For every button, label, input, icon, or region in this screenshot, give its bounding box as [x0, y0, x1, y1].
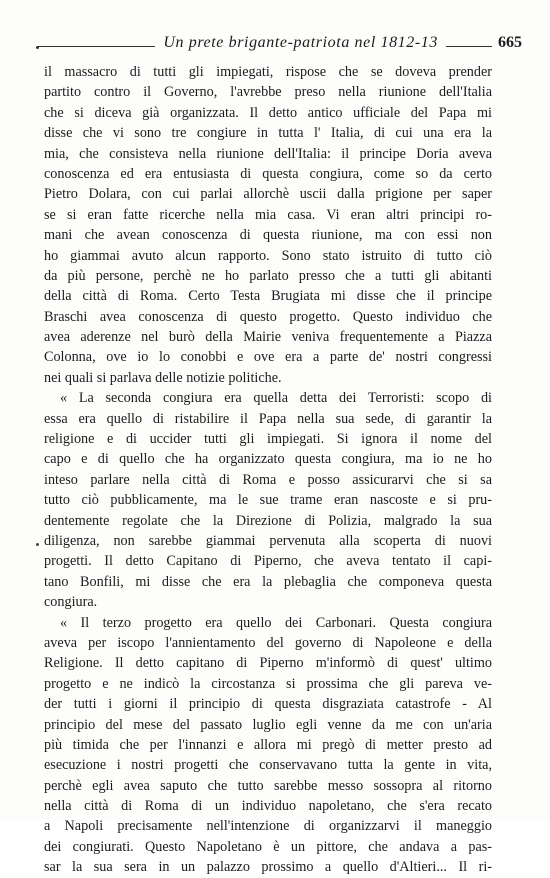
text-line: nei quali si parlava delle notizie politiche. [44, 369, 282, 386]
text-line: avea aderenze nel burò della Mairie veniva frequentemente a Piazza [44, 329, 492, 346]
text-line: capo e di quello che ha organizzato questa congiura, ma io ne ho [44, 451, 492, 468]
text-line: « La seconda congiura era quella detta dei Terroristi: scopo di [60, 390, 492, 407]
text-line: principio del mese del passato luglio egli venne da me con un'aria [44, 716, 492, 733]
text-line: perchè egli avea saputo che tutto sarebbe messo sossopra al ritorno [44, 777, 492, 794]
text-line: se si eran fatte ricerche nella mia casa. Vi eran altri principi ro- [44, 206, 492, 223]
text-line: « Il terzo progetto era quello dei Carbonari. Questa congiura [60, 614, 492, 631]
text-line: inteso parlare nella città di Roma e posso assicurarvi che si sa [44, 471, 492, 488]
text-line: esecuzione i nostri progetti che conservavano tutta la gente in vita, [44, 757, 492, 774]
text-line: tano Bonfili, mi disse che era la plebaglia che componeva questa [44, 573, 492, 590]
text-line: congiura. [44, 594, 98, 611]
header-rule-left [38, 46, 155, 47]
text-line: progetto e ne indicò la circostanza si prossima che gli pareva ve- [44, 675, 492, 692]
text-line: dentemente regolate che la Direzione di Polizia, malgrado la sua [44, 512, 492, 529]
text-line: der tutti i giorni il principio di questa disgraziata catastrofe - Al [44, 696, 492, 713]
text-line: essa era quello di ristabilire il Papa nella sua sede, di garantir la [44, 410, 492, 427]
text-line: Colonna, ove io lo conobbi e ove era a parte de' nostri congressi [44, 349, 492, 366]
text-line: il massacro di tutti gli impiegati, rispose che se doveva prender [44, 64, 492, 80]
text-line: sar la sua sera in un palazzo prossimo a quello d'Altieri... Il ri- [44, 859, 492, 876]
text-line: partito contro il Governo, l'avrebbe preso nella riunione dell'Italia [44, 84, 492, 101]
text-line: progetti. Il detto Capitano di Piperno, che aveva tentato il capi- [44, 553, 492, 570]
header-rule-right [446, 46, 492, 47]
text-line: ho giammai avuto alcun rapporto. Sono stato istruito di tutto ciò [44, 247, 492, 264]
text-line: a Napoli precisamente nell'intenzione di organizzarvi il maneggio [44, 818, 492, 835]
text-line: Braschi avea conoscenza di questo progetto. Questo individuo che [44, 308, 492, 325]
text-line: religione e di uccider tutti gli impiegati. Si ignora il nome del [44, 431, 492, 448]
text-line: diligenza, non sarebbe giammai pervenuta alla scoperta di nuovi [44, 532, 492, 549]
page-number: 665 [498, 34, 522, 51]
text-line: della città di Roma. Certo Testa Brugiata mi disse che il principe [44, 288, 492, 305]
margin-mark [36, 543, 39, 546]
text-line: nella città di Roma di un individuo napoletano, che s'era recato [44, 798, 492, 815]
text-line: mani che avean conoscenza di questa riunione, ma con essi non [44, 227, 492, 244]
text-line: Pietro Dolara, con cui parlai allorchè uscii dalla prigione per saper [44, 186, 492, 203]
text-line: mia, che consisteva nella riunione dell'Italia: il principe Doria aveva [44, 145, 492, 162]
running-head [38, 30, 522, 52]
text-line: da più persone, perchè ne ho parlato presso che a tutti gli abitanti [44, 267, 492, 284]
text-line: più timida che per l'innanzi e allora mi pregò di metter presto ad [44, 736, 492, 753]
text-line: disse che vi sono tre congiure in tutta l' Italia, di cui una era la [44, 125, 492, 142]
text-line: Religione. Il detto capitano di Piperno m'informò di quest' ultimo [44, 655, 492, 672]
text-line: tutto ciò pubblicamente, ma le sue trame eran nascoste e si pru- [44, 492, 492, 509]
text-line: che si diceva già organizzata. Il detto antico ufficiale del Papa mi [44, 104, 492, 121]
body-text [44, 62, 492, 878]
running-title: Un prete brigante-patriota nel 1812-13 [163, 34, 438, 51]
text-line: conoscenza ed era entusiasta di questa congiura, come so da certo [44, 165, 492, 182]
text-line: dei congiurati. Questo Napoletano è un pittore, che andava a pas- [44, 838, 492, 855]
text-line: aveva per iscopo l'annientamento del governo di Napoleone e della [44, 634, 492, 651]
